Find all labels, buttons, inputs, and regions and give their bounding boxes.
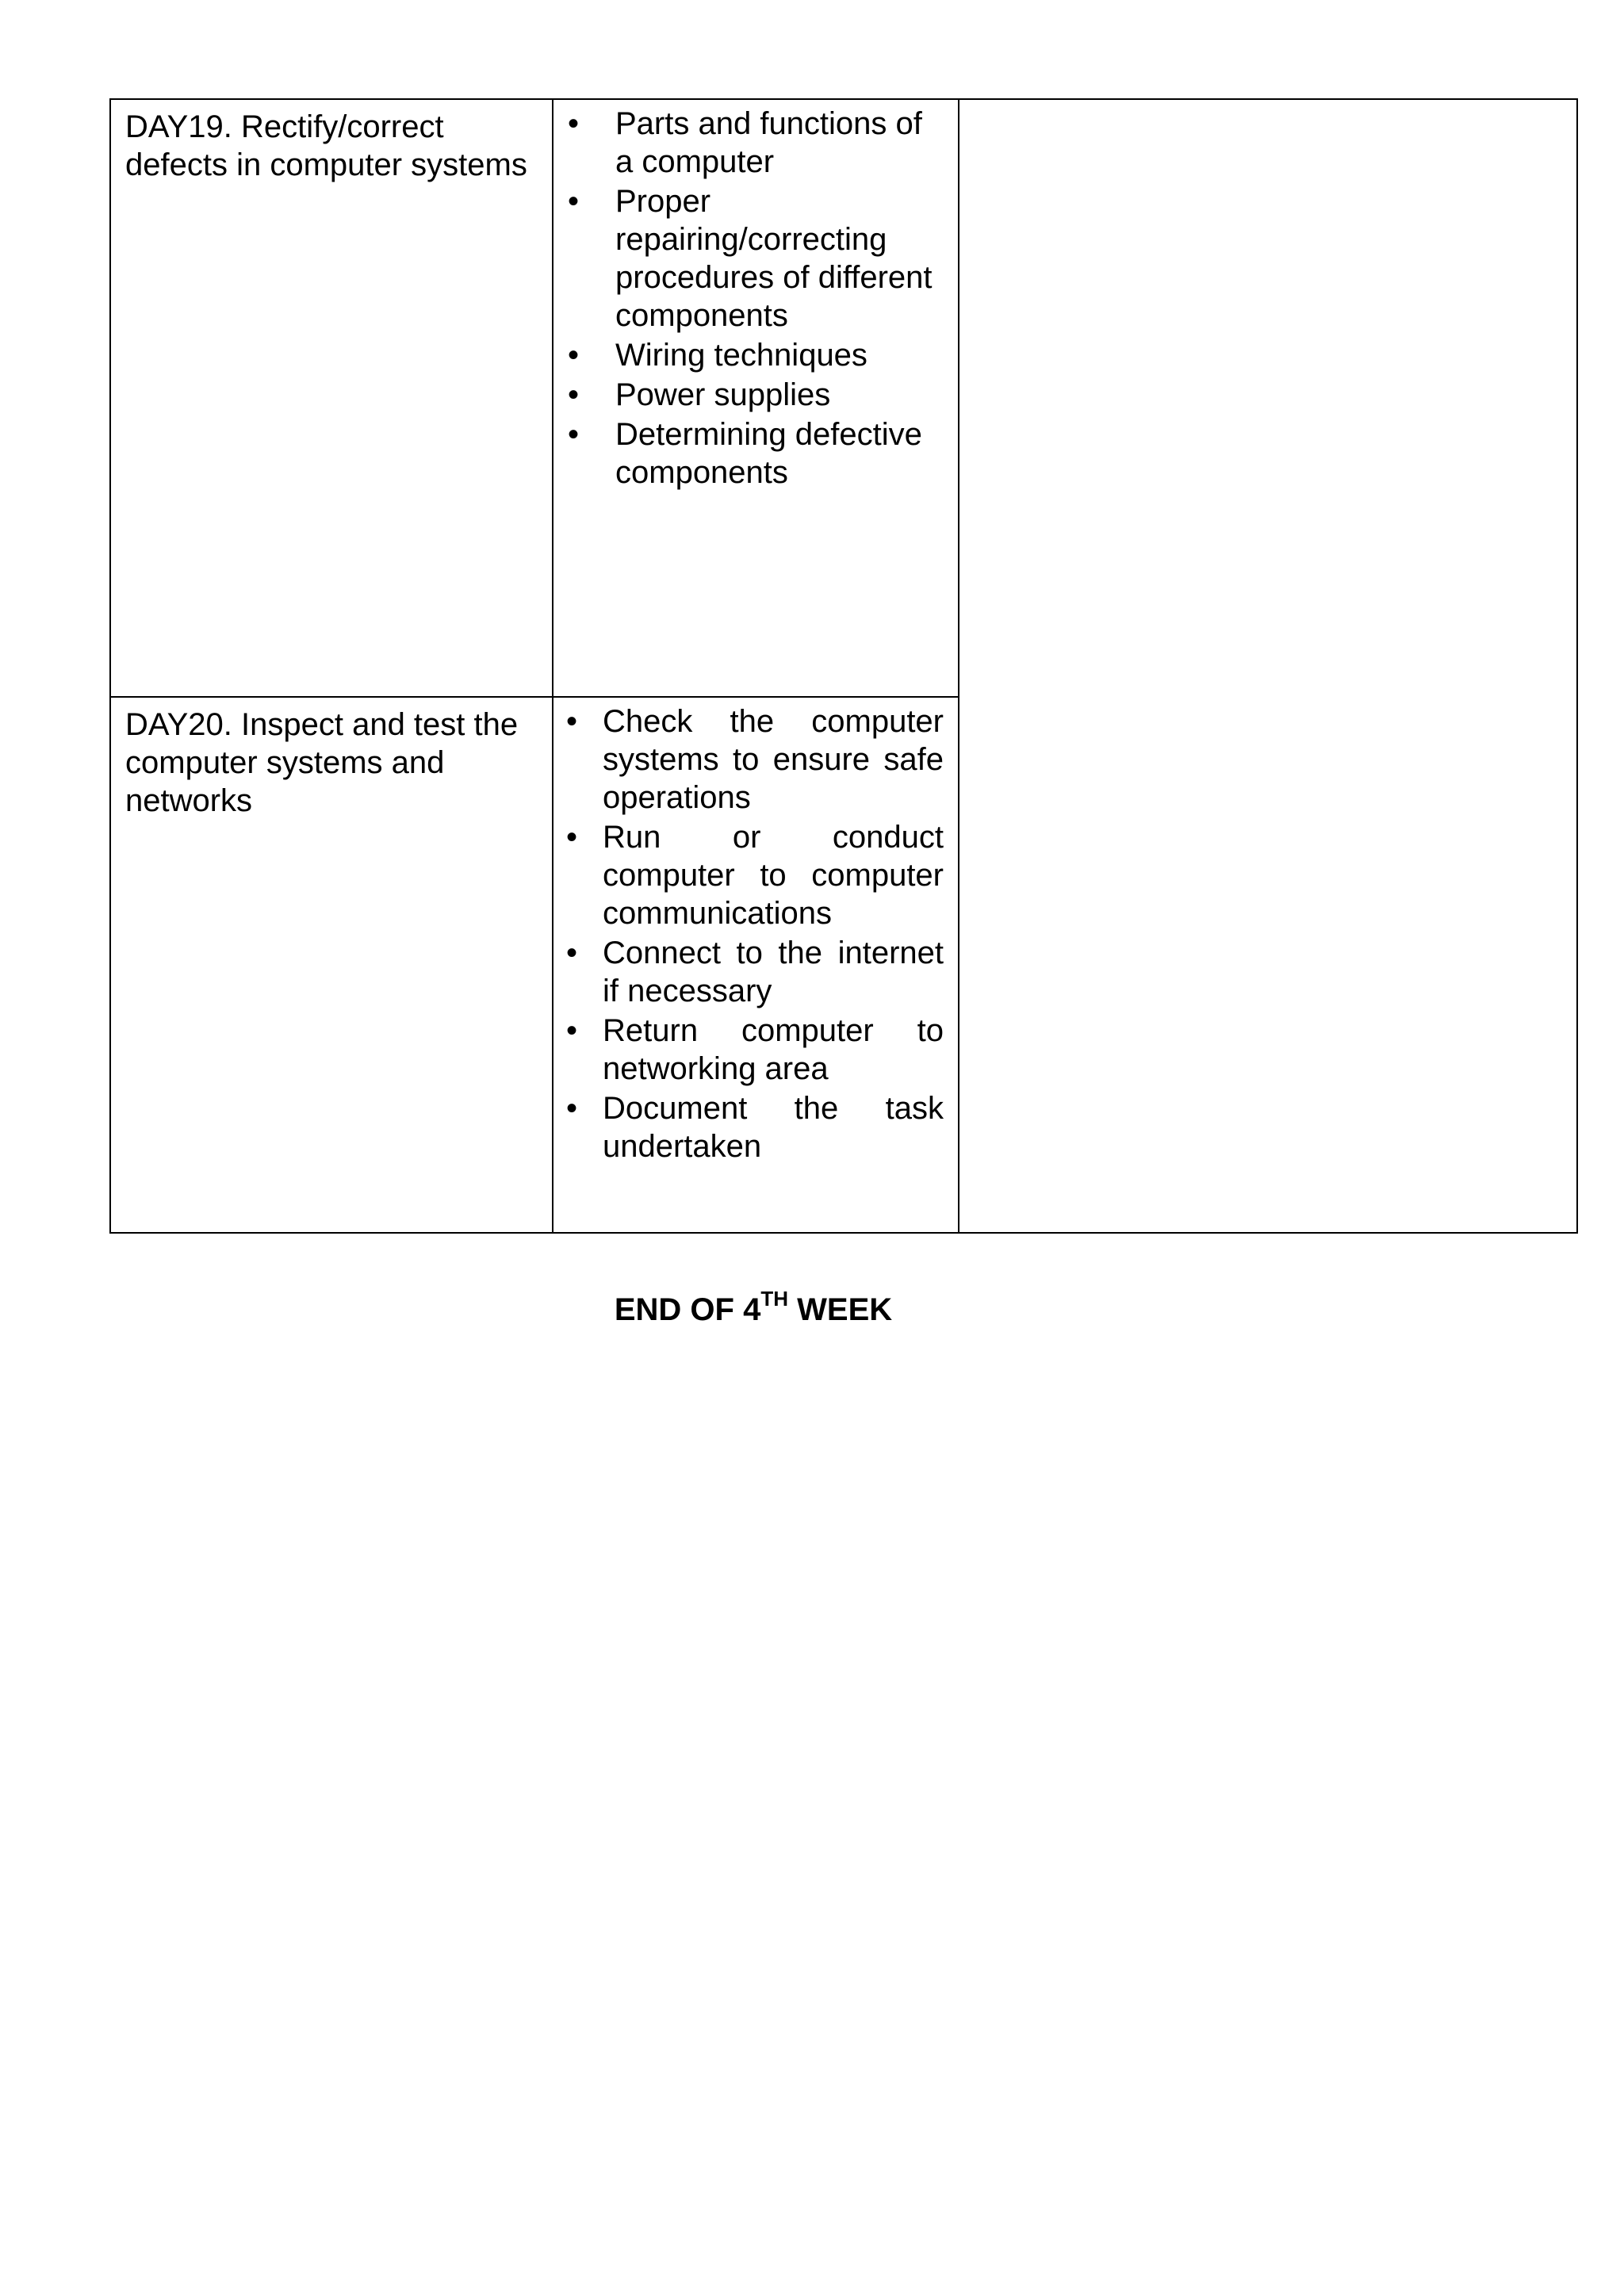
remarks-cell [959, 99, 1577, 1233]
activity-text: DAY20. Inspect and test the computer systems and networks [125, 707, 519, 818]
bullet-icon: • [566, 1013, 578, 1048]
table-row [110, 99, 1577, 697]
list-item: • Connect to the internet if necessary [566, 936, 944, 1008]
bullet-icon: • [568, 377, 580, 412]
bullet-icon: • [566, 936, 578, 970]
list-item: • Power supplies [568, 377, 831, 412]
list-item: • Check the computer systems to ensure safe operations [566, 704, 944, 815]
activity-table [109, 98, 1578, 1234]
end-of-week-heading: END OF 4TH WEEK [614, 1286, 893, 1327]
activity-cell [110, 99, 553, 697]
activity-cell [110, 697, 553, 1233]
activity-text: DAY19. Rectify/correct defects in computer systems [125, 109, 527, 182]
ordinal-superscript: TH [760, 1286, 789, 1311]
bullet-icon: • [568, 338, 580, 373]
topics-cell [553, 697, 959, 1233]
bullet-icon: • [568, 106, 580, 141]
list-item: • Parts and functions of a computer [568, 106, 922, 179]
list-item: • Document the task undertaken [566, 1091, 944, 1164]
bullet-icon: • [568, 417, 580, 452]
list-item: • Determining defective components [568, 417, 922, 490]
bullet-icon: • [566, 1091, 578, 1126]
list-item: • Return computer to networking area [566, 1013, 944, 1086]
bullet-icon: • [566, 704, 578, 739]
list-item: • Run or conduct computer to computer communications [566, 820, 944, 931]
bullet-icon: • [566, 820, 578, 855]
topics-list [553, 100, 958, 492]
list-item: • Proper repairing/correcting procedures of different components [568, 184, 933, 333]
list-item: • Wiring techniques [568, 338, 868, 373]
bullet-icon: • [568, 184, 580, 219]
topics-cell [553, 99, 959, 697]
topics-list [553, 698, 958, 1165]
